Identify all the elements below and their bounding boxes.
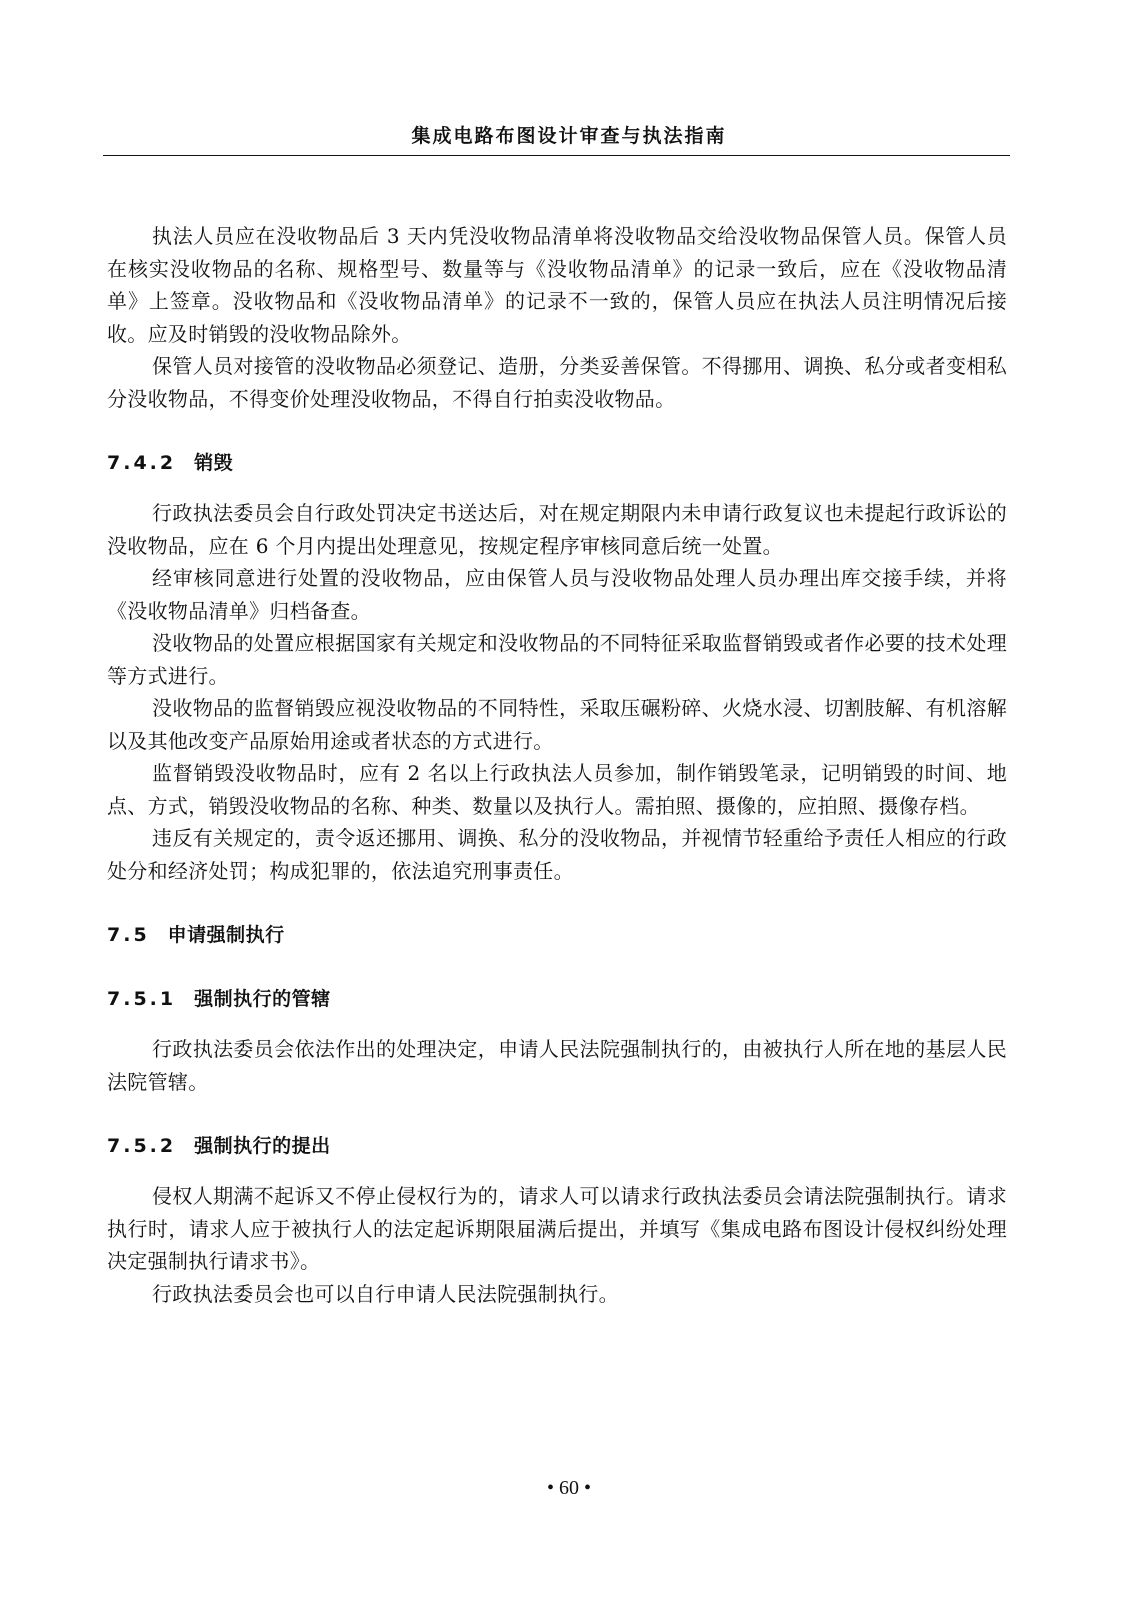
section-number: 7.5 xyxy=(107,924,150,946)
page-number: • 60 • xyxy=(546,1477,591,1499)
section-heading-7-5 xyxy=(107,919,1007,951)
paragraph: 经审核同意进行处置的没收物品，应由保管人员与没收物品处理人员办理出库交接手续，并将《没收物品清单》归档备查。 xyxy=(107,566,1007,623)
paragraph: 行政执法委员会依法作出的处理决定，申请人民法院强制执行的，由被执行人所在地的基层人民法院管辖。 xyxy=(107,1037,1007,1094)
paragraph: 执法人员应在没收物品后 3 天内凭没收物品清单将没收物品交给没收物品保管人员。保管人员在核实没收物品的名称、规格型号、数量等与《没收物品清单》的记录一致后，应在《没收物品清单》上签章。没收物品和《没收物品清单》的记录不一致的，保管人员应在执法人员注明情况后接收。应及时销毁的没收物品除外。 xyxy=(107,224,1007,346)
section-number: 7.5.2 xyxy=(107,1135,177,1157)
running-header-title: 集成电路布图设计审查与执法指南 xyxy=(411,125,727,147)
section-title: 强制执行的管辖 xyxy=(194,988,331,1010)
paragraph: 保管人员对接管的没收物品必须登记、造册，分类妥善保管。不得挪用、调换、私分或者变相私分没收物品，不得变价处理没收物品，不得自行拍卖没收物品。 xyxy=(107,354,1007,411)
spacer xyxy=(107,1162,1007,1180)
spacer xyxy=(107,1015,1007,1033)
spacer xyxy=(107,479,1007,497)
paragraph: 侵权人期满不起诉又不停止侵权行为的，请求人可以请求行政执法委员会请法院强制执行。请求执行时，请求人应于被执行人的法定起诉期限届满后提出，并填写《集成电路布图设计侵权纠纷处理决定强制执行请求书》。 xyxy=(107,1184,1007,1273)
section-heading-7-5-2 xyxy=(107,1130,1007,1162)
section-title: 申请强制执行 xyxy=(167,924,285,946)
paragraph: 行政执法委员会自行政处罚决定书送达后，对在规定期限内未申请行政复议也未提起行政诉讼的没收物品，应在 6 个月内提出处理意见，按规定程序审核同意后统一处置。 xyxy=(107,501,1007,558)
spacer xyxy=(107,1098,1007,1130)
spacer xyxy=(107,415,1007,447)
paragraph: 没收物品的处置应根据国家有关规定和没收物品的不同特征采取监督销毁或者作必要的技术处理等方式进行。 xyxy=(107,631,1007,688)
spacer xyxy=(107,887,1007,919)
page-body xyxy=(107,220,1007,1310)
paragraph: 监督销毁没收物品时，应有 2 名以上行政执法人员参加，制作销毁笔录，记明销毁的时间、地点、方式，销毁没收物品的名称、种类、数量以及执行人。需拍照、摄像的，应拍照、摄像存档。 xyxy=(107,761,1007,818)
section-title: 强制执行的提出 xyxy=(194,1135,331,1157)
header-divider xyxy=(103,155,1010,156)
section-heading-7-5-1 xyxy=(107,983,1007,1015)
section-heading-7-4-2 xyxy=(107,447,1007,479)
section-number: 7.4.2 xyxy=(107,452,177,474)
spacer xyxy=(107,951,1007,983)
section-number: 7.5.1 xyxy=(107,988,177,1010)
paragraph: 行政执法委员会也可以自行申请人民法院强制执行。 xyxy=(152,1281,619,1306)
paragraph: 违反有关规定的，责令返还挪用、调换、私分的没收物品，并视情节轻重给予责任人相应的行政处分和经济处罚；构成犯罪的，依法追究刑事责任。 xyxy=(107,826,1007,883)
paragraph: 没收物品的监督销毁应视没收物品的不同特性，采取压碾粉碎、火烧水浸、切割肢解、有机溶解以及其他改变产品原始用途或者状态的方式进行。 xyxy=(107,696,1007,753)
section-title: 销毁 xyxy=(194,452,234,474)
